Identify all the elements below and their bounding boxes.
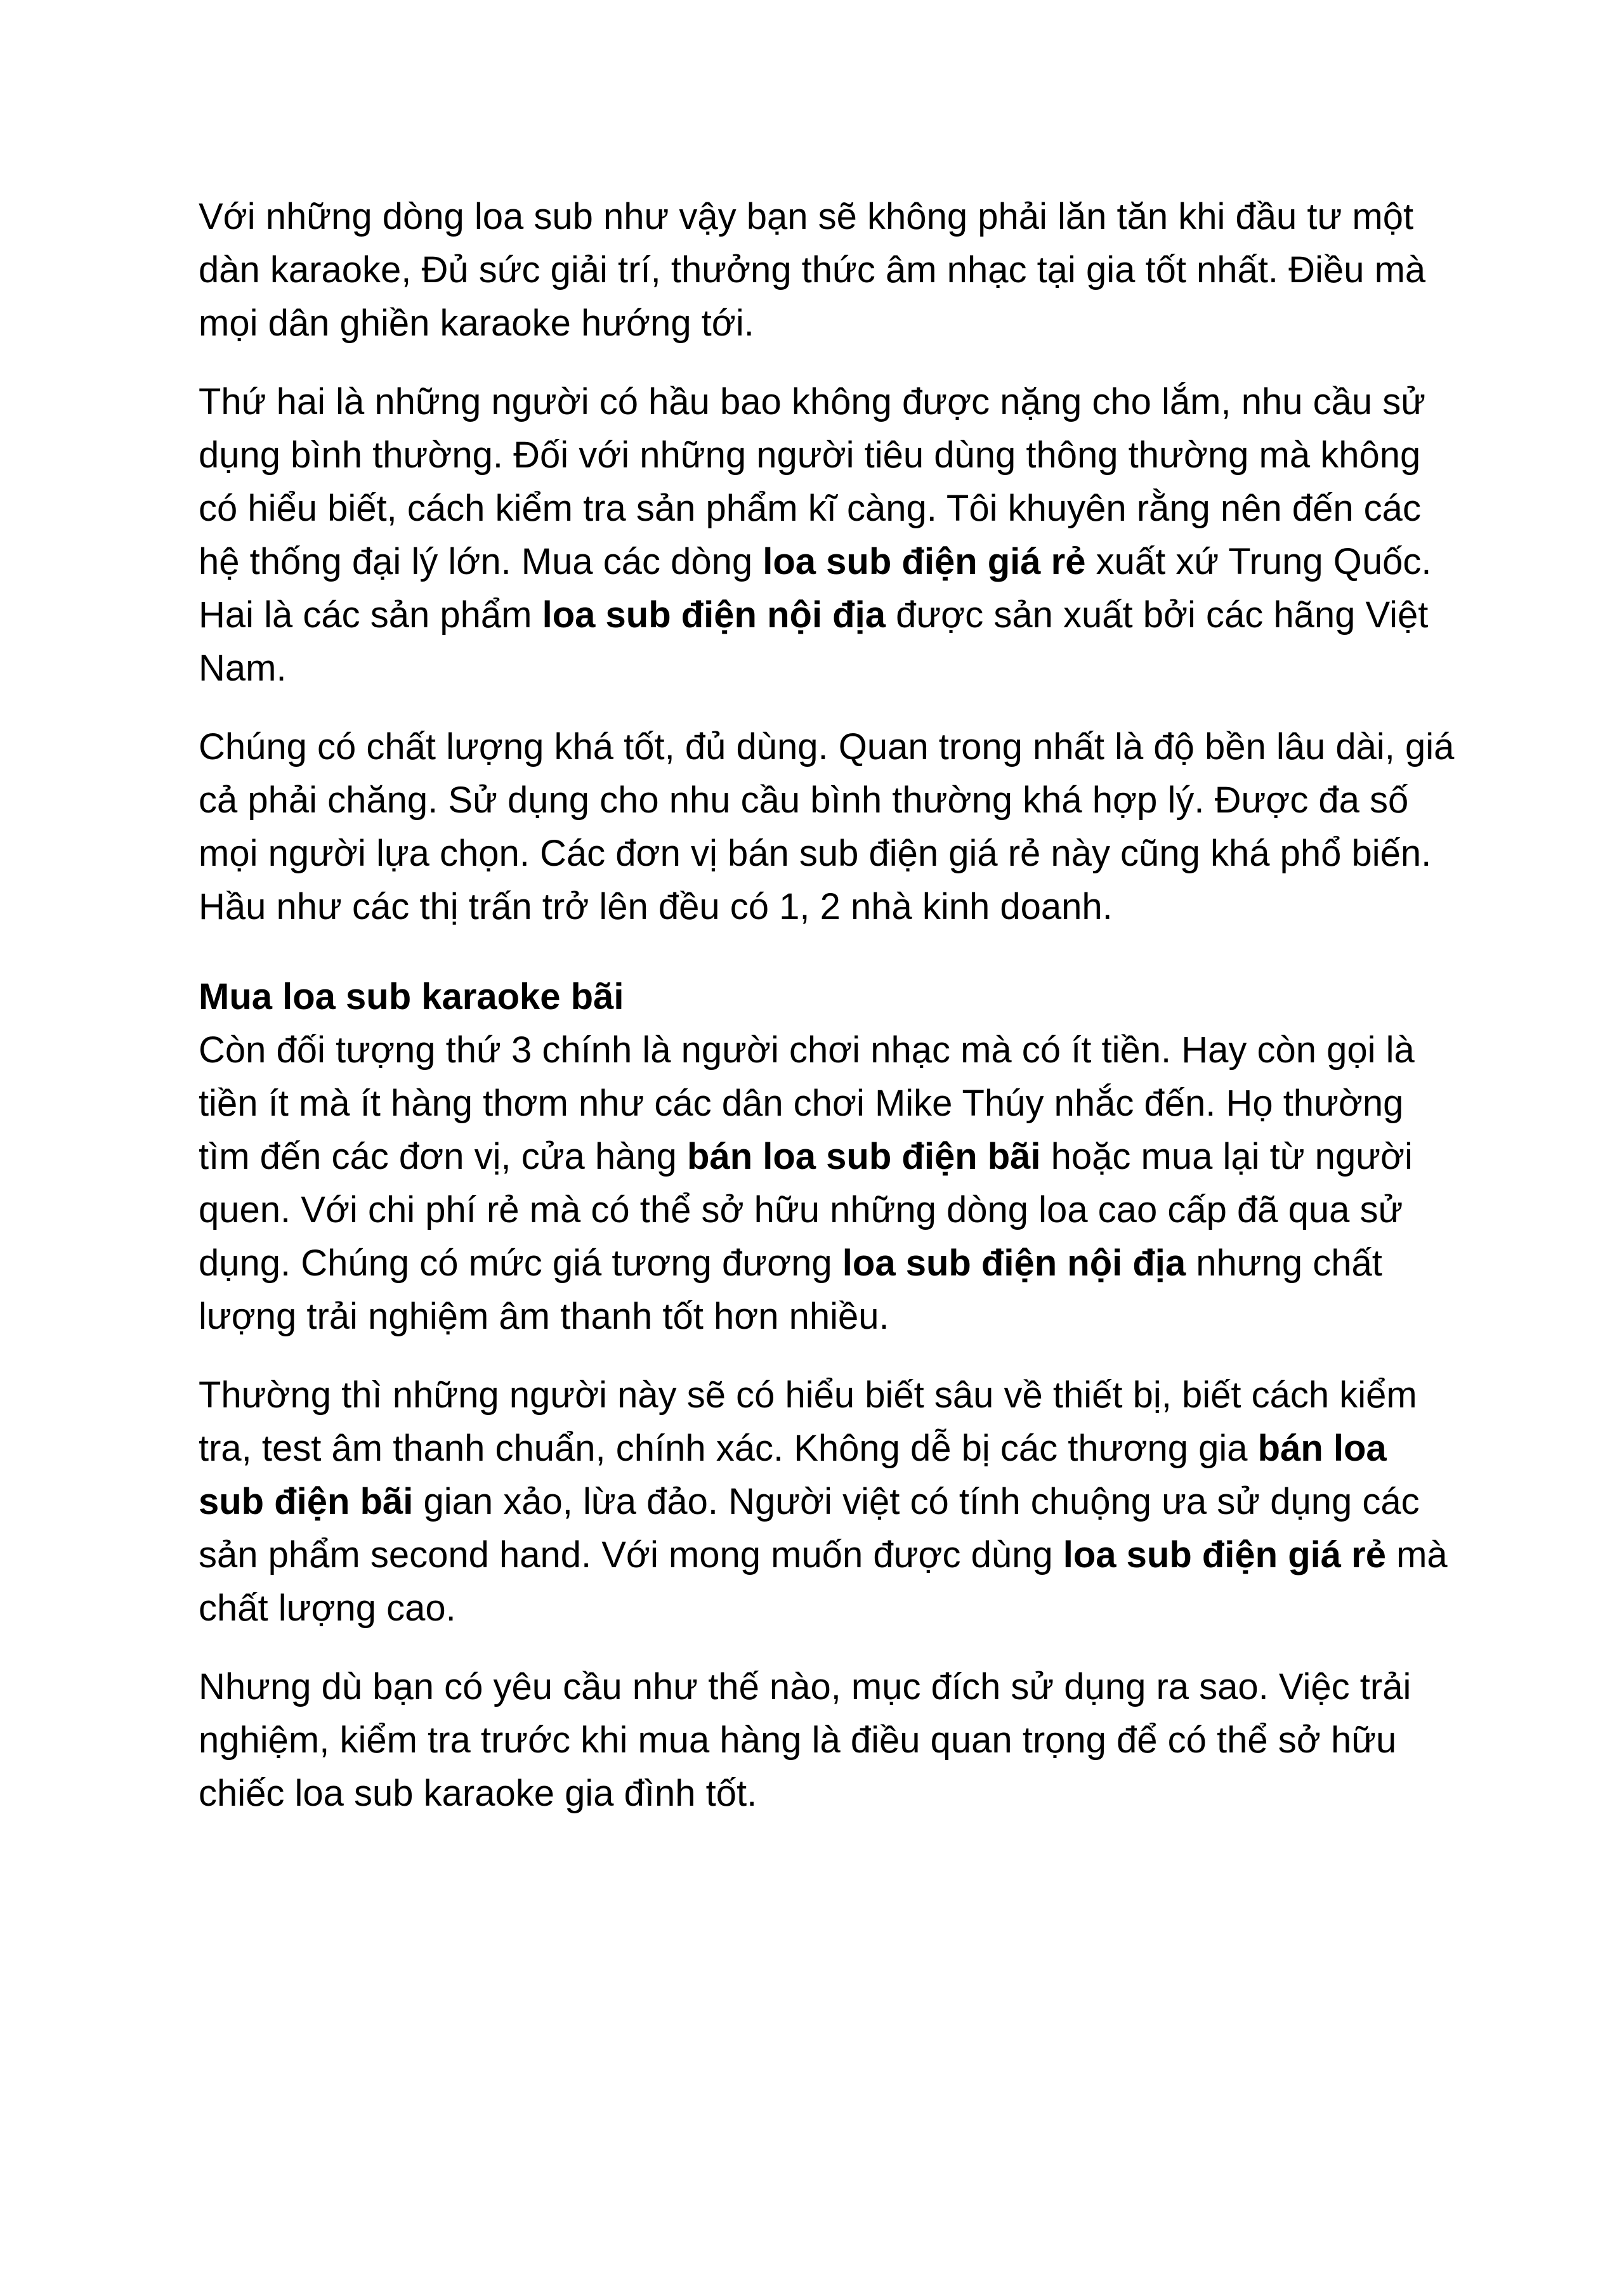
text-run: mà chất lượng cao. (199, 1534, 1448, 1629)
paragraph-p4 (199, 1024, 1461, 1343)
text-run: gian xảo, lừa đảo. Người việt có tính chuộng ưa sử dụng các sản phẩm second hand. Với mong muốn được dùng (199, 1481, 1420, 1575)
bold-keyword: bán loa sub điện bãi (687, 1136, 1041, 1177)
text-run: Nhưng dù bạn có yêu cầu như thế nào, mục đích sử dụng ra sao. Việc trải nghiệm, kiểm tra trước khi mua hàng là điều quan trọng để có thể sở hữu chiếc loa sub karaoke gia đình tốt. (199, 1666, 1411, 1814)
bold-keyword: loa sub điện nội địa (542, 594, 886, 636)
text-run: hoặc mua lại từ người quen. Với chi phí rẻ mà có thể sở hữu những dòng loa cao cấp đã qua sử dụng. Chúng có mức giá tương đương (199, 1136, 1413, 1284)
text-run: nhưng chất lượng trải nghiệm âm thanh tốt hơn nhiều. (199, 1243, 1382, 1337)
paragraph-p5 (199, 1369, 1461, 1635)
paragraph-p2 (199, 375, 1461, 695)
body-section-after-heading (199, 1024, 1461, 1820)
text-run: xuất xứ Trung Quốc. Hai là các sản phẩm (199, 541, 1432, 636)
section-heading: Mua loa sub karaoke bãi (199, 976, 624, 1017)
text-run: Còn đối tượng thứ 3 chính là người chơi nhạc mà có ít tiền. Hay còn gọi là tiền ít mà ít hàng thơm như các dân chơi Mike Thúy nhắc đến. Họ thường tìm đến các đơn vị, cửa hàng (199, 1029, 1415, 1177)
body-section-before-heading (199, 190, 1461, 934)
bold-keyword: loa sub điện giá rẻ (763, 541, 1086, 582)
text-run: được sản xuất bởi các hãng Việt Nam. (199, 594, 1429, 689)
text-run: Thường thì những người này sẽ có hiểu biết sâu về thiết bị, biết cách kiểm tra, test âm thanh chuẩn, chính xác. Không dễ bị các thương gia (199, 1374, 1417, 1469)
bold-keyword: loa sub điện giá rẻ (1063, 1534, 1386, 1575)
bold-keyword: loa sub điện nội địa (842, 1243, 1186, 1284)
paragraph-p3 (199, 721, 1461, 934)
paragraph-p6 (199, 1660, 1461, 1820)
text-run: Thứ hai là những người có hầu bao không được nặng cho lắm, nhu cầu sử dụng bình thường. Đối với những người tiêu dùng thông thường mà không có hiểu biết, cách kiểm tra sản phẩm kĩ càng. Tôi khuyên rằng nên đến các hệ thống đại lý lớn. Mua các dòng (199, 381, 1426, 582)
text-run: Chúng có chất lượng khá tốt, đủ dùng. Quan trong nhất là độ bền lâu dài, giá cả phải chăng. Sử dụng cho nhu cầu bình thường khá hợp lý. Được đa số mọi người lựa chọn. Các đơn vị bán sub điện giá rẻ này cũng khá phổ biến. Hầu như các thị trấn trở lên đều có 1, 2 nhà kinh doanh. (199, 726, 1455, 927)
paragraph-p1 (199, 190, 1461, 350)
bold-keyword: bán loa sub điện bãi (199, 1428, 1387, 1522)
text-run: Với những dòng loa sub như vậy bạn sẽ không phải lăn tăn khi đầu tư một dàn karaoke, Đủ sức giải trí, thưởng thức âm nhạc tại gia tốt nhất. Điều mà mọi dân ghiền karaoke hướng tới. (199, 196, 1426, 344)
document-page (199, 190, 1461, 1846)
